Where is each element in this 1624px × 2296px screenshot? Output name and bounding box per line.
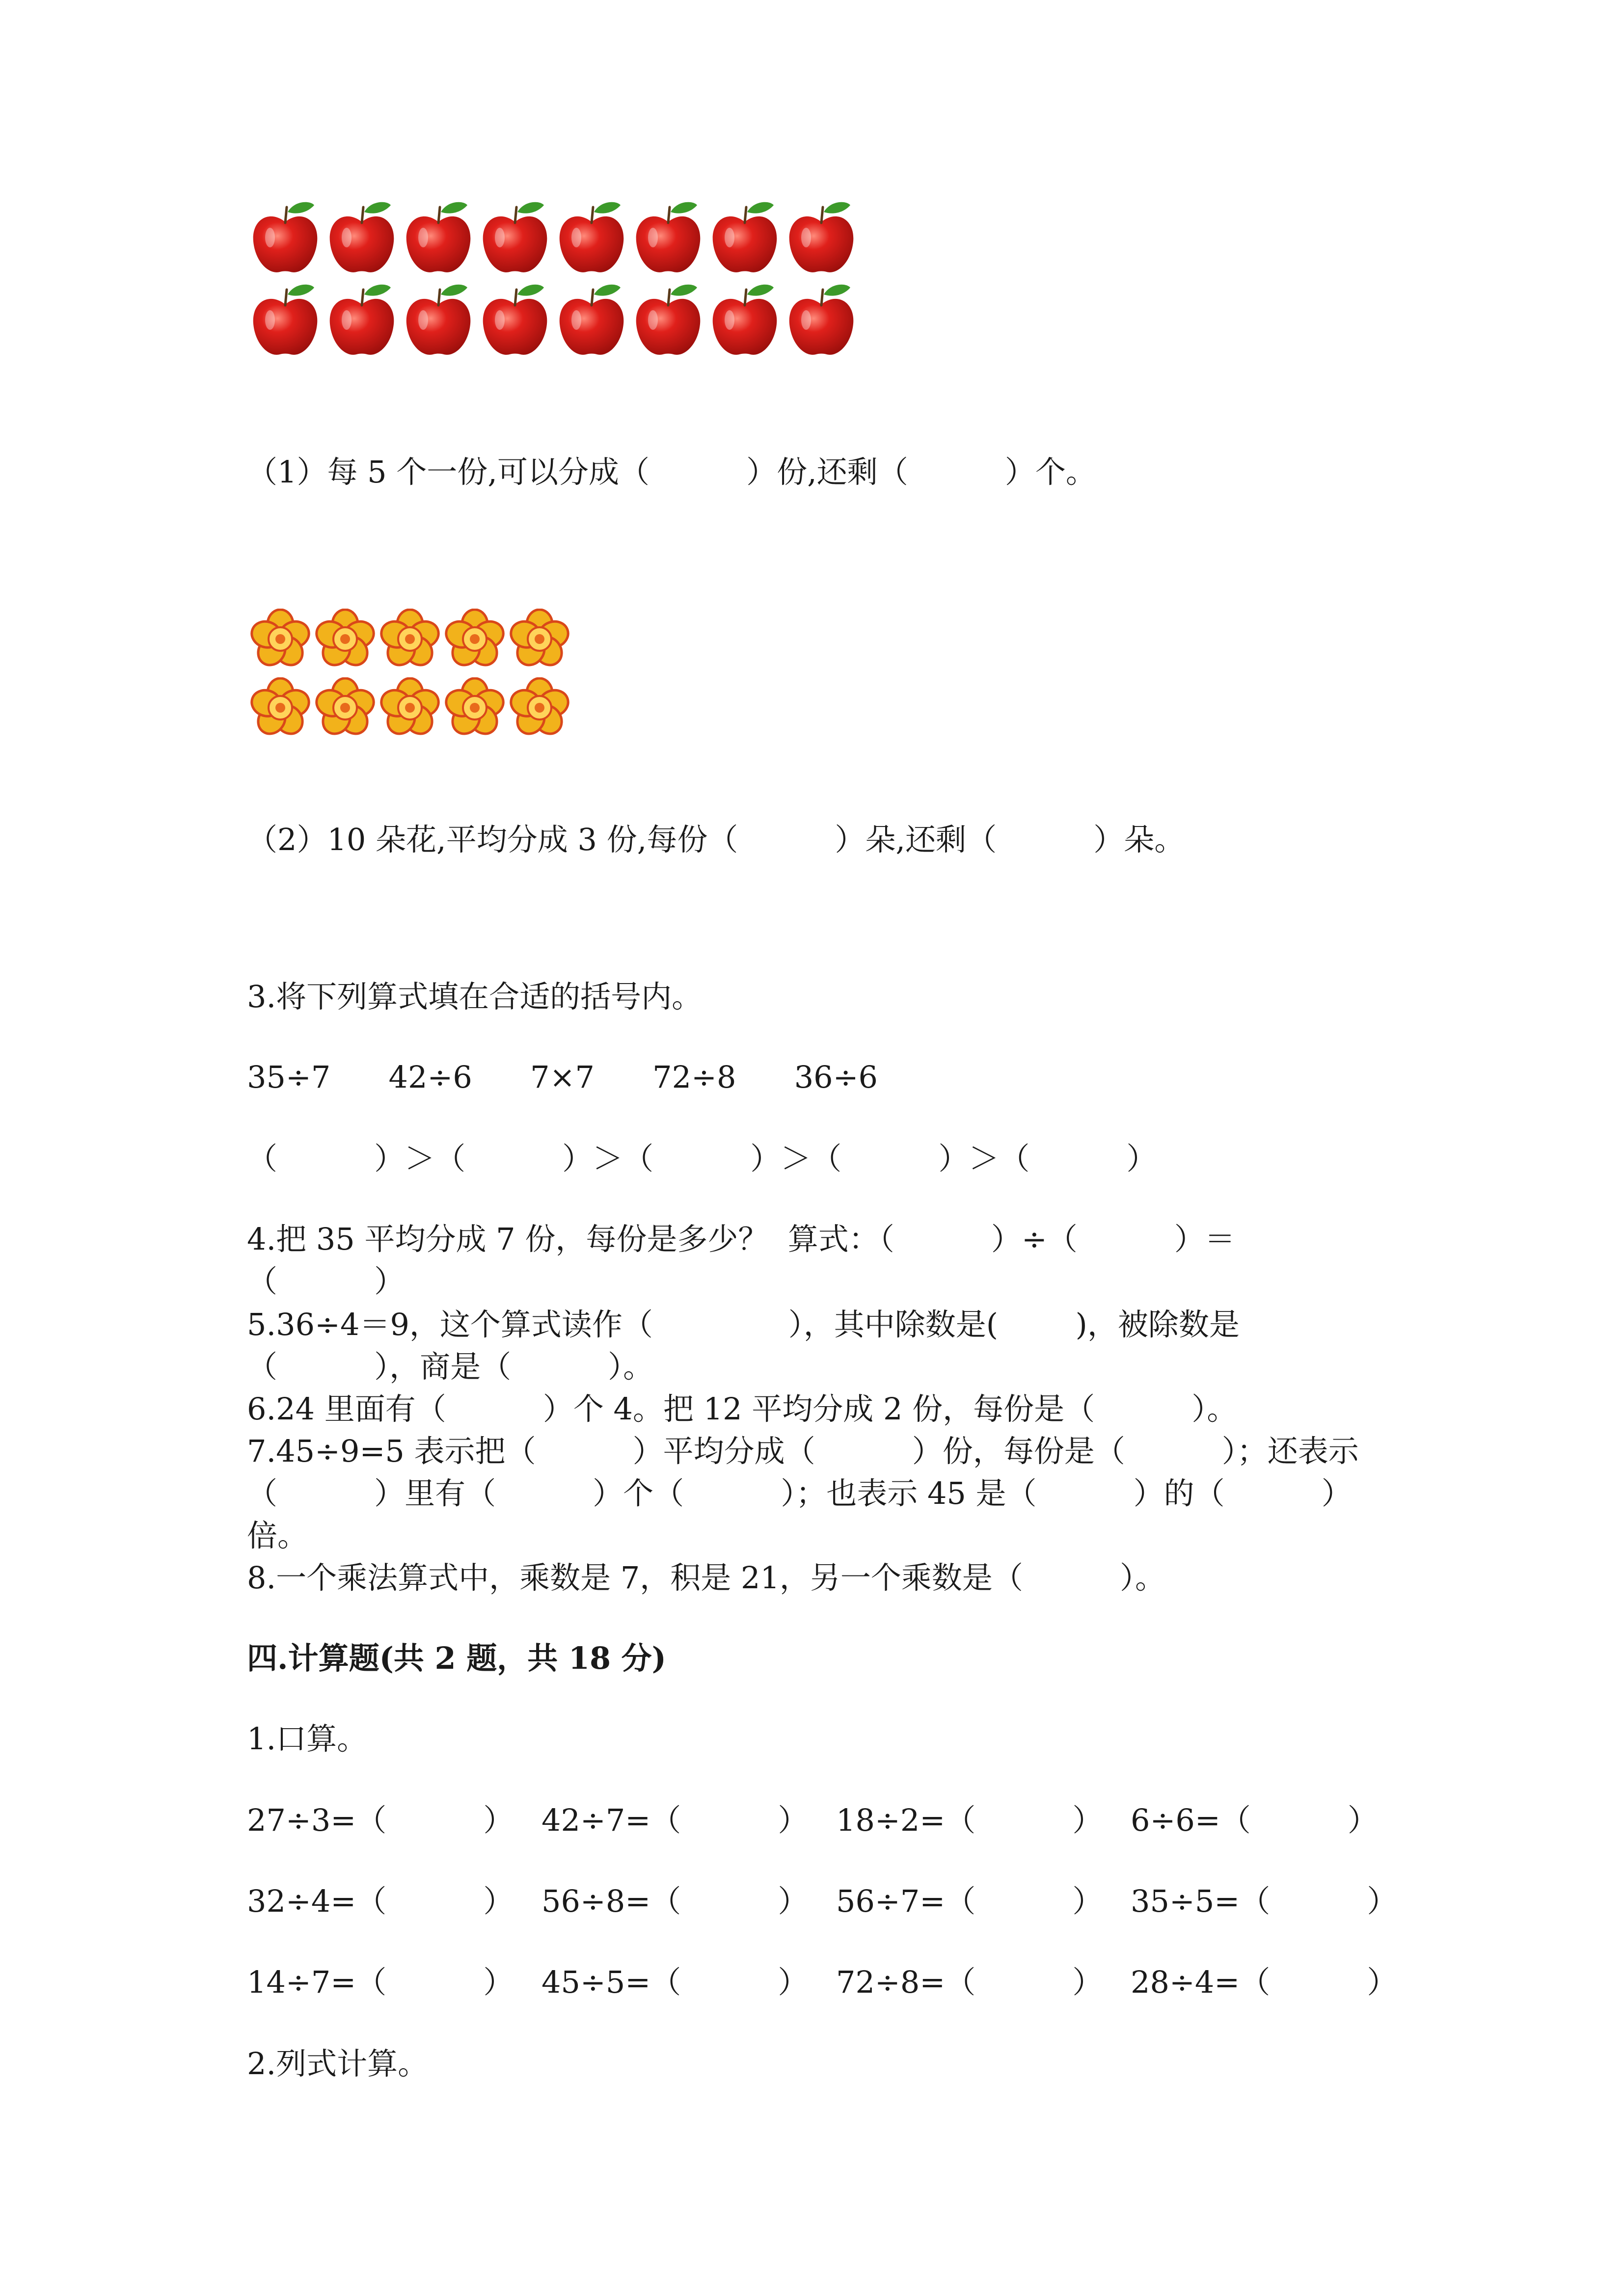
- calc-item: 45÷5=（ ）: [541, 1964, 809, 2000]
- apple-icon: [477, 279, 553, 361]
- calc-item: 42÷7=（ ）: [541, 1802, 809, 1838]
- apple-icon: [553, 196, 630, 279]
- calc-item: 56÷7=（ ）: [836, 1883, 1103, 1919]
- flower-icon: [313, 605, 378, 673]
- q6-line1: 6.24 里面有（ ）个 4。把 12 平均分成 2 份，每份是（ ）。: [247, 1391, 1238, 1427]
- section4-title: 四.计算题(共 2 题，共 18 分): [247, 1640, 667, 1676]
- q7-line3: 倍。: [247, 1518, 308, 1553]
- calc-item: 72÷8=（ ）: [836, 1964, 1103, 2000]
- apple-icon: [630, 196, 706, 279]
- calc-item: 32÷4=（ ）: [247, 1883, 514, 1919]
- question-apples: （1）每 5 个一份,可以分成（ ）份,还剩（ ）个。: [247, 454, 1096, 490]
- apple-icon: [706, 279, 783, 361]
- q3-expressions: 35÷7 42÷6 7×7 72÷8 36÷6: [247, 1059, 878, 1095]
- apple-icon: [706, 196, 783, 279]
- calc-item: 35÷5=（ ）: [1131, 1883, 1398, 1919]
- apple-icon: [553, 279, 630, 361]
- flower-icon: [378, 673, 442, 742]
- calc-item: 14÷7=（ ）: [247, 1964, 514, 2000]
- calc-item: 18÷2=（ ）: [836, 1802, 1103, 1838]
- flower-icon: [248, 673, 313, 742]
- q4-line2: （ ）: [247, 1263, 405, 1299]
- q8-line1: 8.一个乘法算式中，乘数是 7，积是 21，另一个乘数是（ ）。: [247, 1560, 1165, 1596]
- q7-line1: 7.45÷9=5 表示把（ ）平均分成（ ）份，每份是（ ）；还表示: [247, 1433, 1359, 1469]
- apple-icon: [324, 196, 400, 279]
- apple-icon: [477, 196, 553, 279]
- apple-icon: [400, 279, 477, 361]
- q5-line2: （ ），商是（ ）。: [247, 1349, 654, 1385]
- flower-icon: [507, 605, 572, 673]
- question-flowers: （2）10 朵花,平均分成 3 份,每份（ ）朵,还剩（ ）朵。: [247, 822, 1185, 857]
- calc-item: 6÷6=（ ）: [1131, 1802, 1378, 1838]
- q5-line1: 5.36÷4＝9，这个算式读作（ ），其中除数是( )，被除数是: [247, 1307, 1240, 1342]
- calc-item: 27÷3=（ ）: [247, 1802, 514, 1838]
- calc-item: 56÷8=（ ）: [541, 1883, 809, 1919]
- apple-icon: [400, 196, 477, 279]
- apple-icon: [247, 279, 324, 361]
- flower-icon: [248, 605, 313, 673]
- calc2-title: 2.列式计算。: [247, 2046, 429, 2082]
- q3-order-line: （ ）＞（ ）＞（ ）＞（ ）＞（ ）: [247, 1141, 1157, 1176]
- apple-icon: [783, 196, 860, 279]
- flower-icon: [442, 673, 507, 742]
- q4-line1: 4.把 35 平均分成 7 份，每份是多少？ 算式：（ ）÷（ ）＝: [247, 1221, 1235, 1257]
- calc-item: 28÷4=（ ）: [1131, 1964, 1398, 2000]
- apple-icon: [783, 279, 860, 361]
- apple-icon: [247, 196, 324, 279]
- flower-icon: [378, 605, 442, 673]
- apple-icon: [324, 279, 400, 361]
- flower-icon: [442, 605, 507, 673]
- apple-icon: [630, 279, 706, 361]
- calc1-title: 1.口算。: [247, 1721, 368, 1757]
- flower-icon: [507, 673, 572, 742]
- q3-title: 3.将下列算式填在合适的括号内。: [247, 979, 703, 1015]
- flower-group: [248, 605, 572, 742]
- flower-icon: [313, 673, 378, 742]
- q7-line2: （ ）里有（ ）个（ ）；也表示 45 是（ ）的（ ）: [247, 1475, 1352, 1511]
- apple-group: [247, 196, 860, 361]
